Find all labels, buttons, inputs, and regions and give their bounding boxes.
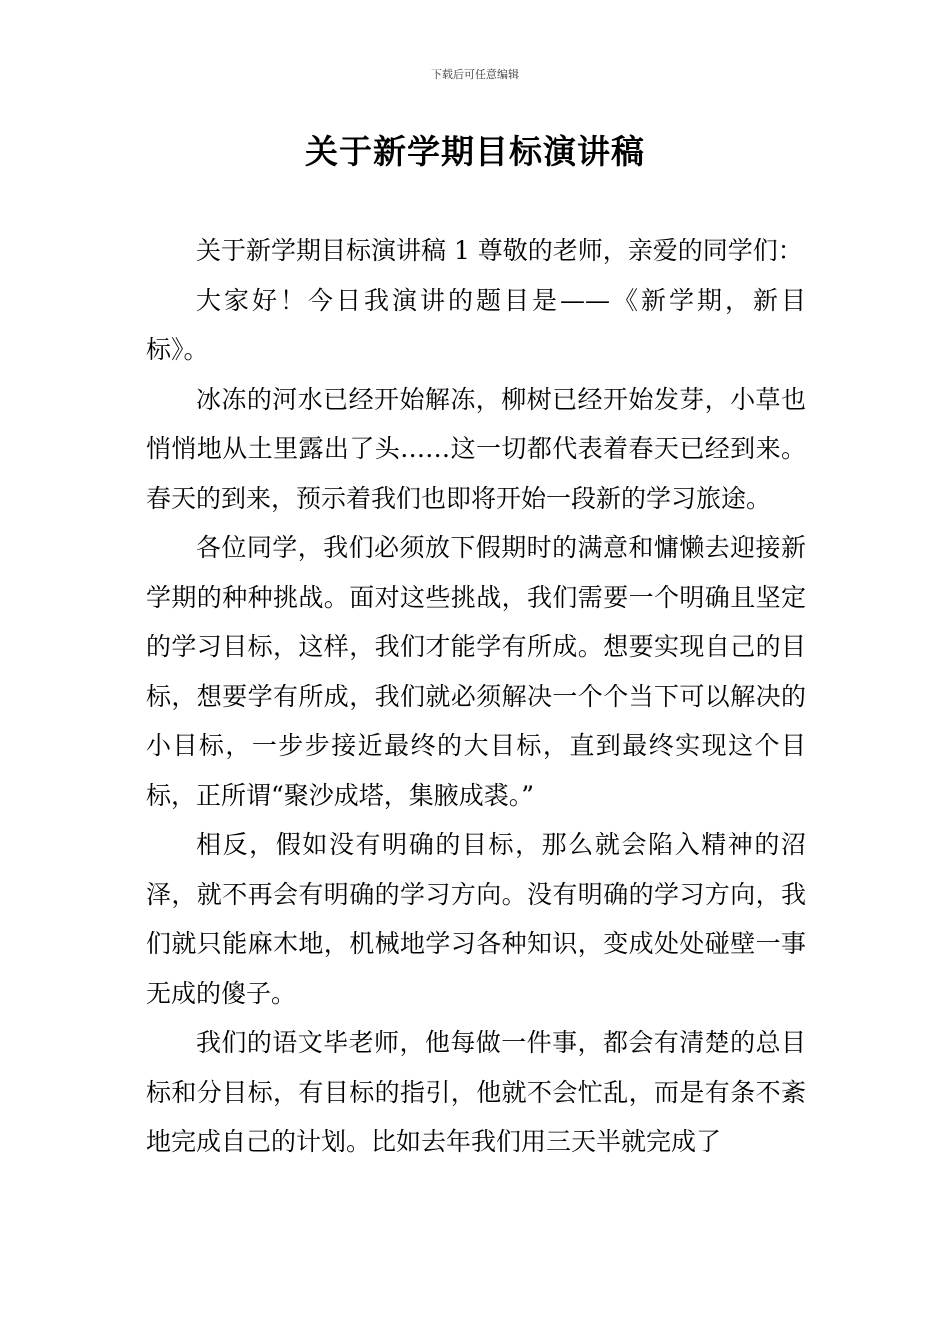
document-body [146, 226, 806, 1167]
paragraph-no-goals: 相反，假如没有明确的目标，那么就会陷入精神的沼泽，就不再会有明确的学习方向。没有明确的学习方向，我们就只能麻木地，机械地学习各种知识，变成处处碰壁一事无成的傻子。 [146, 830, 806, 1008]
paragraph-spring: 冰冻的河水已经开始解冻，柳树已经开始发芽，小草也悄悄地从土里露出了头……这一切都代表着春天已经到来。春天的到来，预示着我们也即将开始一段新的学习旅途。 [146, 384, 806, 513]
paragraph-salutation: 关于新学期目标演讲稿 1 尊敬的老师，亲爱的同学们： [196, 236, 803, 265]
document-title: 关于新学期目标演讲稿 [305, 132, 645, 171]
page-header-note: 下载后可任意编辑 [431, 68, 519, 81]
paragraph-goals: 各位同学，我们必须放下假期时的满意和慵懒去迎接新学期的种种挑战。面对这些挑战，我们需要一个明确且坚定的学习目标，这样，我们才能学有所成。想要实现自己的目标，想要学有所成，我们就必须解决一个个当下可以解决的小目标，一步步接近最终的大目标，直到最终实现这个目标，正所谓“聚沙成塔，集腋成裘。” [146, 533, 806, 810]
paragraph-teacher-example: 我们的语文毕老师，他每做一件事，都会有清楚的总目标和分目标，有目标的指引，他就不会忙乱，而是有条不紊地完成自己的计划。比如去年我们用三天半就完成了 [146, 1028, 806, 1156]
paragraph-greeting: 大家好！今日我演讲的题目是——《新学期，新目标》。 [146, 285, 806, 364]
